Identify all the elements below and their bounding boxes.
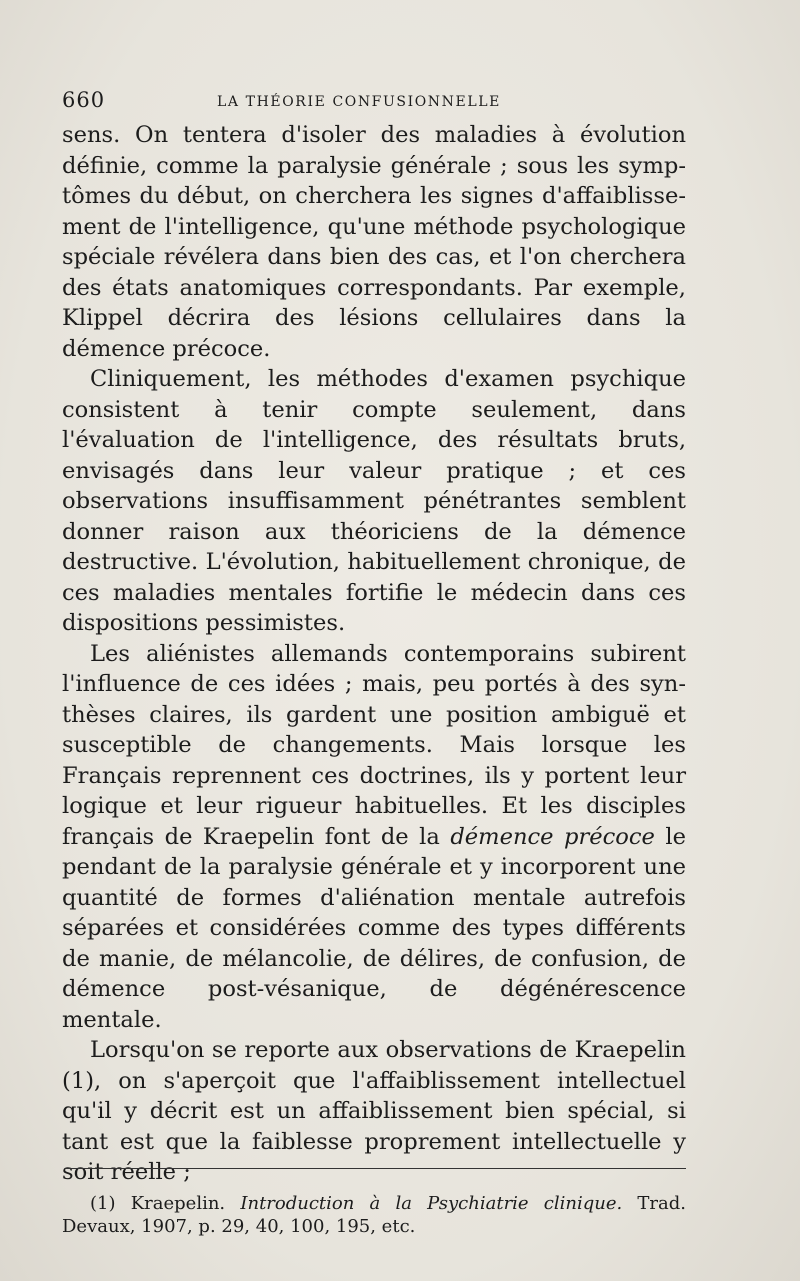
paragraph-3-end: le pendant de la paralysie générale et y incorporent une quantité de formes d'aliénation mentale autrefois séparées et considérées comme des types différents de manie, de mélancolie, de délires, de confusion, de démence post-vésanique, de dégénérescence mentale. [62,823,687,1033]
footnote-details: Trad. Devaux, 1907, p. 29, 40, 100, 195, etc. [62,1193,686,1237]
emphasis-demence-precoce: démence précoce [450,823,655,850]
paragraph-4: Lorsqu'on se reporte aux observations de Kraepelin (1), on s'aperçoit que l'affaiblissement intellectuel qu'il y décrit est un affaiblissement bien spécial, si tant est que la faiblesse proprement intellectuelle y soit réelle ; [62,1037,686,1185]
paragraph-1: sens. On tentera d'isoler des maladies à évolution définie, comme la paralysie générale ; sous les symptômes du début, on cherchera les signes d'affaiblissement de l'intelligence, qu'une méthode psychologique spéciale révélera dans bien des cas, et l'on cherchera des états anatomiques correspondants. Par exemple, Klippel décrira des lésions cellulaires dans la démence précoce. [62,122,686,362]
page-header [62,88,682,116]
paragraph-3-start: Les aliénistes allemands contemporains subirent l'influence de ces idées ; mais, peu portés à des synthèses claires, ils gardent une position ambiguë et susceptible de changements. Mais lorsque les Français reprennent ces doctrines, ils y portent leur logique et leur rigueur habituelles. Et les disciples français de Kraepelin font de la [62,640,686,850]
footnote-author: Kraepelin. [130,1193,226,1214]
running-head: LA THÉORIE CONFUSIONNELLE [217,94,501,110]
footnote-marker: (1) [90,1193,116,1214]
footnote-divider [66,1168,686,1169]
footnote-title: Introduction à la Psychiatrie clinique. [240,1193,623,1214]
body-text [62,120,686,1188]
paragraph-2: Cliniquement, les méthodes d'examen psychique consistent à tenir compte seulement, dans l'évaluation de l'intelligence, des résultats bruts, envisagés dans leur valeur pratique ; et ces observations insuffisamment pénétrantes semblent donner raison aux théoriciens de la démence destructive. L'évolution, habituellement chronique, de ces maladies mentales fortifie le médecin dans ces dispositions pessimistes. [62,366,686,636]
footnote [62,1192,686,1238]
paragraph-3 [62,639,686,1036]
page-number: 660 [62,88,106,112]
